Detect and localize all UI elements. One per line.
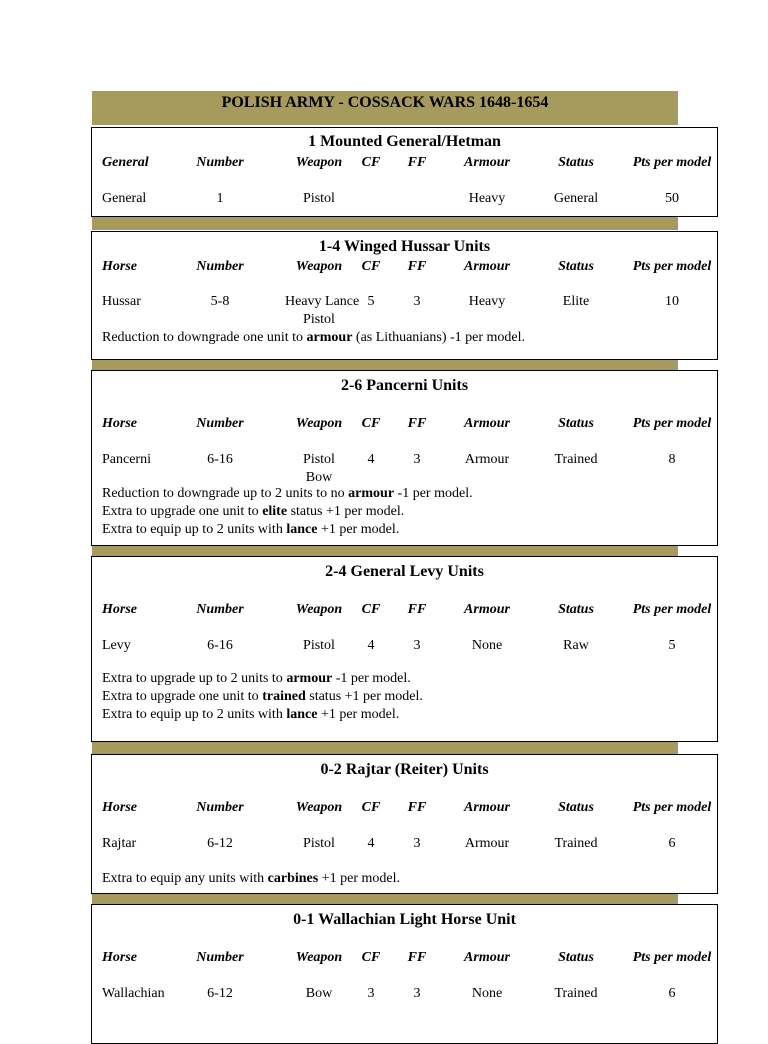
note-text: Reduction to downgrade one unit to	[102, 330, 307, 345]
cell-pts: 10	[665, 294, 679, 309]
column-header-cf: CF	[361, 602, 381, 617]
cell-number: 5-8	[210, 294, 230, 309]
table-row	[92, 190, 717, 217]
section-divider-band	[92, 217, 678, 230]
column-header-armour: Armour	[464, 602, 510, 617]
note-keyword: lance	[286, 522, 318, 537]
note-keyword: armour	[306, 330, 353, 345]
cell-armour: Armour	[464, 836, 510, 851]
note-text: Extra to upgrade one unit to	[102, 689, 263, 704]
cell-ff: 3	[413, 986, 421, 1001]
cell-weapon: Heavy Lance	[285, 294, 360, 309]
column-header-row	[92, 799, 717, 839]
cell-ff: 3	[413, 452, 421, 467]
column-header-cf: CF	[361, 259, 381, 274]
column-header-type: Horse	[102, 416, 137, 431]
section-heading: 1 Mounted General/Hetman	[308, 133, 501, 150]
section-heading: 0-1 Wallachian Light Horse Unit	[293, 911, 516, 928]
note-text-end: -1 per model.	[332, 671, 411, 686]
column-header-weapon: Weapon	[295, 950, 343, 965]
column-header-weapon: Weapon	[295, 259, 343, 274]
column-header-ff: FF	[407, 800, 427, 815]
column-header-ff: FF	[407, 155, 427, 170]
cell-weapon-secondary: Bow	[305, 470, 333, 485]
column-header-armour: Armour	[464, 416, 510, 431]
column-header-pts: Pts per model	[632, 416, 712, 431]
section-note	[102, 521, 399, 539]
cell-type: Pancerni	[102, 452, 151, 467]
column-header-pts: Pts per model	[632, 800, 712, 815]
section-heading: 0-2 Rajtar (Reiter) Units	[320, 761, 489, 778]
section-box	[91, 754, 718, 894]
note-keyword: lance	[286, 707, 318, 722]
column-header-type: Horse	[102, 950, 137, 965]
cell-status: General	[553, 191, 599, 206]
title-band	[92, 91, 678, 125]
column-header-cf: CF	[361, 155, 381, 170]
cell-ff: 3	[413, 294, 421, 309]
section-divider-band	[92, 360, 678, 370]
cell-number: 6-12	[207, 986, 233, 1001]
cell-weapon: Pistol	[303, 452, 335, 467]
section-box	[91, 904, 718, 1044]
column-header-armour: Armour	[464, 259, 510, 274]
column-header-number: Number	[196, 155, 244, 170]
cell-type: General	[102, 191, 147, 206]
column-header-weapon: Weapon	[295, 800, 343, 815]
cell-weapon: Pistol	[303, 191, 335, 206]
column-header-weapon: Weapon	[295, 602, 343, 617]
section-divider-band	[92, 742, 678, 754]
column-header-type: Horse	[102, 800, 137, 815]
cell-type: Rajtar	[102, 836, 137, 851]
column-header-armour: Armour	[464, 800, 510, 815]
cell-cf: 4	[367, 836, 375, 851]
cell-status: Trained	[554, 986, 598, 1001]
section-box	[91, 127, 718, 217]
cell-number: 6-12	[207, 836, 233, 851]
section-heading: 1-4 Winged Hussar Units	[318, 238, 491, 255]
column-header-armour: Armour	[464, 155, 510, 170]
note-text: Extra to upgrade up to 2 units to	[102, 671, 287, 686]
column-header-cf: CF	[361, 950, 381, 965]
column-header-status: Status	[558, 950, 594, 965]
table-row	[92, 293, 717, 333]
cell-armour: Heavy	[468, 294, 506, 309]
column-header-pts: Pts per model	[632, 259, 712, 274]
section-divider-band	[92, 894, 678, 904]
cell-pts: 6	[668, 836, 676, 851]
cell-type: Hussar	[102, 294, 141, 309]
cell-number: 1	[216, 191, 224, 206]
cell-status: Trained	[554, 836, 598, 851]
cell-armour: Armour	[464, 452, 510, 467]
column-header-ff: FF	[407, 259, 427, 274]
cell-cf: 3	[367, 986, 375, 1001]
note-keyword: trained	[262, 689, 306, 704]
cell-cf: 4	[367, 638, 375, 653]
column-header-armour: Armour	[464, 950, 510, 965]
note-text-end: +1 per model.	[317, 707, 400, 722]
column-header-number: Number	[196, 950, 244, 965]
column-header-pts: Pts per model	[632, 602, 712, 617]
column-header-status: Status	[558, 259, 594, 274]
cell-type: Levy	[102, 638, 131, 653]
note-text-end: +1 per model.	[318, 871, 400, 886]
note-text-end: +1 per model.	[317, 522, 400, 537]
column-header-pts: Pts per model	[632, 950, 712, 965]
cell-number: 6-16	[207, 452, 233, 467]
column-header-type: Horse	[102, 259, 137, 274]
column-header-row	[92, 949, 717, 989]
cell-weapon: Bow	[305, 986, 333, 1001]
table-row	[92, 835, 717, 875]
column-header-status: Status	[558, 155, 594, 170]
note-text-end: -1 per model.	[394, 486, 473, 501]
note-text: Extra to equip up to 2 units with	[102, 707, 287, 722]
column-header-row	[92, 154, 717, 194]
note-text: Extra to equip up to 2 units with	[102, 522, 287, 537]
column-header-pts: Pts per model	[632, 155, 712, 170]
section-heading: 2-6 Pancerni Units	[340, 377, 469, 394]
cell-armour: None	[471, 986, 503, 1001]
cell-status: Raw	[563, 638, 589, 653]
cell-weapon-secondary: Pistol	[303, 312, 335, 327]
page-title: POLISH ARMY - COSSACK WARS 1648-1654	[221, 94, 549, 111]
column-header-type: General	[102, 155, 149, 170]
note-text: Extra to upgrade one unit to	[102, 504, 263, 519]
section-note	[102, 670, 411, 688]
note-text-end: (as Lithuanians) -1 per model.	[352, 330, 526, 345]
cell-pts: 5	[668, 638, 676, 653]
column-header-cf: CF	[361, 800, 381, 815]
cell-weapon: Pistol	[303, 638, 335, 653]
note-text: Reduction to downgrade up to 2 units to no	[102, 486, 349, 501]
note-keyword: carbines	[267, 871, 319, 886]
cell-type: Wallachian	[102, 986, 165, 1001]
column-header-row	[92, 601, 717, 641]
column-header-status: Status	[558, 602, 594, 617]
cell-pts: 6	[668, 986, 676, 1001]
section-note	[102, 503, 404, 521]
column-header-row	[92, 415, 717, 455]
column-header-weapon: Weapon	[295, 155, 343, 170]
column-header-status: Status	[558, 416, 594, 431]
note-text-end: status +1 per model.	[287, 504, 405, 519]
cell-weapon: Pistol	[303, 836, 335, 851]
table-row	[92, 985, 717, 1025]
column-header-cf: CF	[361, 416, 381, 431]
cell-pts: 50	[665, 191, 679, 206]
section-divider-band	[92, 546, 678, 556]
section-note	[102, 688, 423, 706]
cell-number: 6-16	[207, 638, 233, 653]
cell-armour: None	[471, 638, 503, 653]
note-keyword: armour	[348, 486, 395, 501]
note-keyword: elite	[262, 504, 288, 519]
cell-pts: 8	[668, 452, 676, 467]
cell-status: Elite	[562, 294, 590, 309]
section-note	[102, 870, 400, 888]
section-note	[102, 485, 473, 503]
section-box	[91, 370, 718, 546]
section-heading: 2-4 General Levy Units	[325, 563, 484, 580]
column-header-number: Number	[196, 602, 244, 617]
section-box	[91, 556, 718, 742]
column-header-ff: FF	[407, 950, 427, 965]
note-text-end: status +1 per model.	[305, 689, 423, 704]
column-header-row	[92, 258, 717, 298]
cell-ff: 3	[413, 638, 421, 653]
column-header-number: Number	[196, 259, 244, 274]
column-header-weapon: Weapon	[295, 416, 343, 431]
section-box	[91, 231, 718, 360]
column-header-number: Number	[196, 416, 244, 431]
cell-armour: Heavy	[468, 191, 506, 206]
column-header-ff: FF	[407, 416, 427, 431]
cell-status: Trained	[554, 452, 598, 467]
cell-ff: 3	[413, 836, 421, 851]
column-header-number: Number	[196, 800, 244, 815]
column-header-type: Horse	[102, 602, 137, 617]
column-header-ff: FF	[407, 602, 427, 617]
cell-cf: 4	[367, 452, 375, 467]
section-note	[102, 329, 525, 347]
note-text: Extra to equip any units with	[102, 871, 268, 886]
column-header-status: Status	[558, 800, 594, 815]
section-note	[102, 706, 399, 724]
cell-cf: 5	[367, 294, 375, 309]
note-keyword: armour	[286, 671, 333, 686]
